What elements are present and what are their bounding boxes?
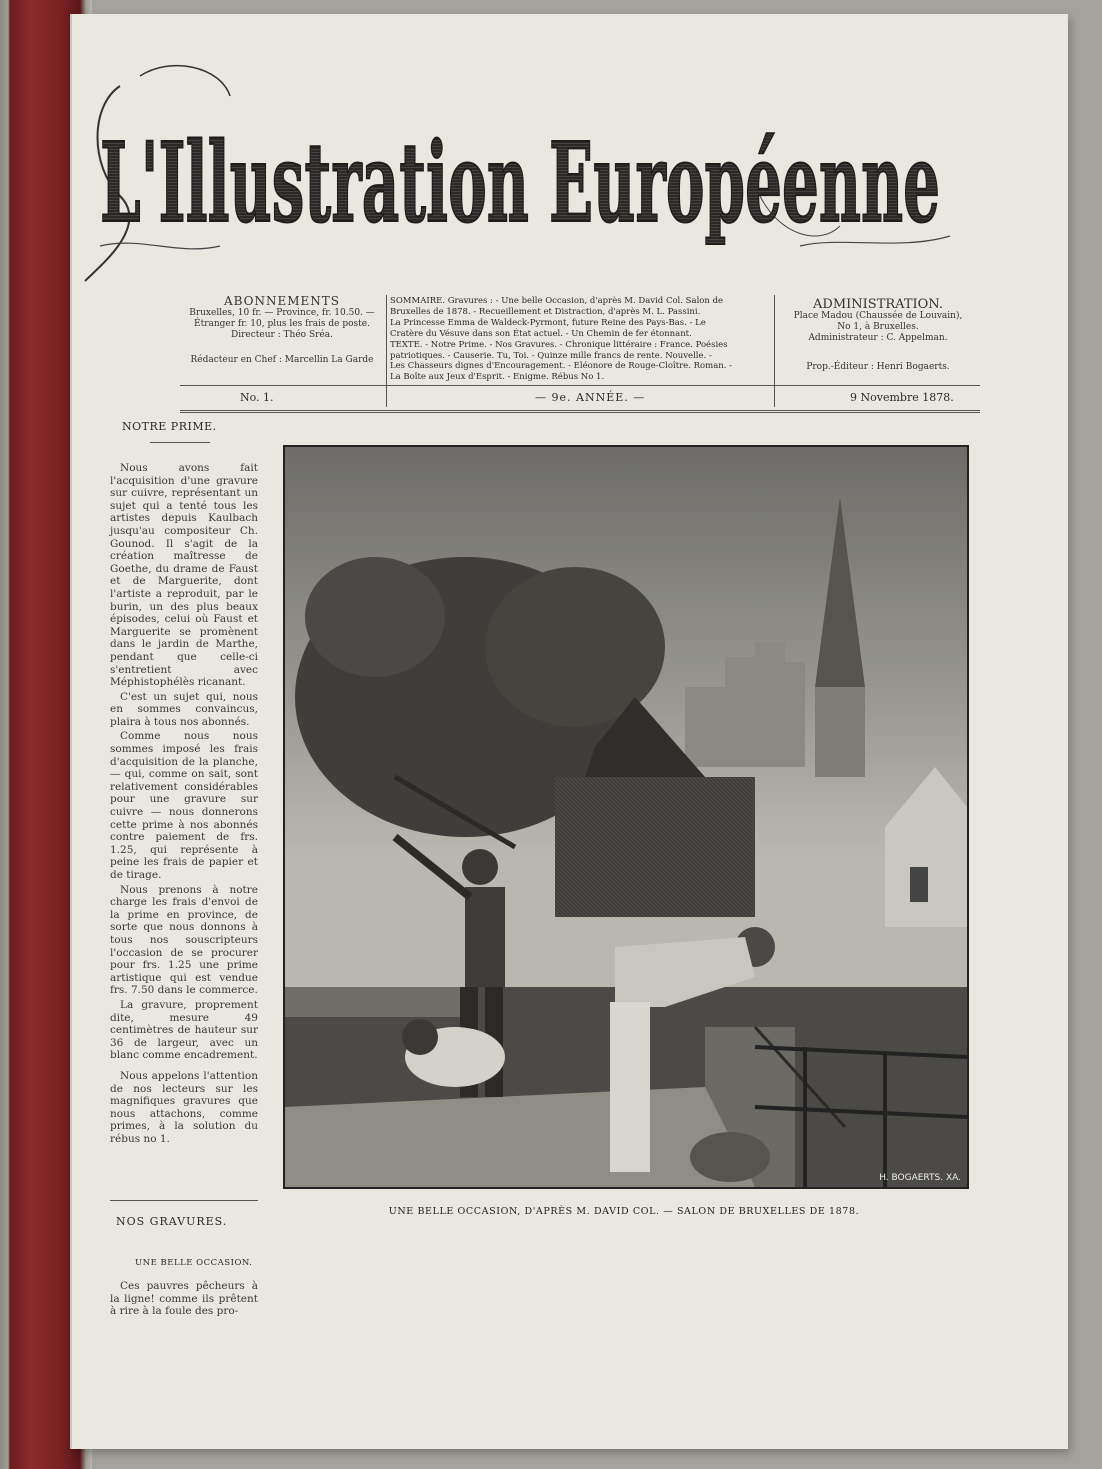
notre-prime-article [110, 462, 258, 1147]
sommaire-line: La Boîte aux Jeux d'Esprit. - Enigme. Rébus No 1. [390, 372, 605, 383]
nos-gravures-subheading: UNE BELLE OCCASION. [135, 1258, 253, 1268]
masthead-title: L'Illustration Européenne [100, 118, 940, 247]
masthead-logo [80, 46, 960, 296]
issue-number: No. 1. [240, 391, 274, 404]
administration-block [780, 298, 976, 373]
administration-line-2: No 1, à Bruxelles. [837, 322, 919, 332]
issue-date: 9 Novembre 1878. [850, 391, 954, 404]
abonnements-line-1: Bruxelles, 10 fr. — Province, fr. 10.50. — [189, 308, 375, 318]
engraving-caption: UNE BELLE OCCASION, D'APRÈS M. DAVID COL. — SALON DE BRUXELLES DE 1878. [388, 1206, 860, 1217]
abonnements-line-3: Directeur : Théo Sréa. [231, 330, 333, 340]
article-paragraph: Ces pauvres pêcheurs à la ligne! comme ils prêtent à rire à la foule des pro- [110, 1280, 258, 1318]
abonnements-block [182, 295, 382, 366]
article-paragraph: Nous appelons l'attention de nos lecteurs sur les magnifiques gravures que nous attachons, comme primes, à la solution du rébus no 1. [110, 1069, 258, 1145]
sommaire-line: SOMMAIRE. Gravures : - Une belle Occasion, d'après M. David Col. Salon de [390, 296, 724, 306]
engraving-image [285, 447, 967, 1187]
sommaire-line: patriotiques. - Causerie. Tu, Toi. - Quinze mille francs de rente. Nouvelle. - [390, 350, 712, 361]
administration-heading: ADMINISTRATION. [813, 297, 943, 312]
sommaire-block [390, 296, 770, 383]
abonnements-heading: ABONNEMENTS [223, 294, 341, 308]
administration-line-1: Place Madou (Chaussée de Louvain), [793, 311, 963, 321]
sommaire-line: Les Chasseurs dignes d'Encouragement. - Eléonore de Rouge-Cloître. Roman. - [390, 361, 733, 372]
article-paragraph: Nous avons fait l'acquisition d'une gravure sur cuivre, représentant un sujet qui a tenté tous les artistes depuis Kaulbach jusqu'au compositeur Ch. Gounod. Il s'agit de la création maîtresse de Goethe, du drame de Faust et de Marguerite, dont l'artiste a reproduit, par le burin, un des plus beaux épisodes, celui où Faust et Marguerite se promènent dans le jardin de Marthe, pendant que celle-ci s'entretient avec Méphistophélès ricanant. [110, 462, 258, 689]
nos-gravures-heading: NOS GRAVURES. [116, 1215, 228, 1228]
sommaire-line: Cratère du Vésuve dans son État actuel. - Un Chemin de fer étonnant. [390, 328, 692, 339]
sommaire-line: TEXTE. - Notre Prime. - Nos Gravures. - Chronique littéraire : France. Poésies [390, 339, 728, 350]
article-paragraph: Comme nous nous sommes imposé les frais d'acquisition de la planche, — qui, comme on sait, sont relativement considérables pour une gravure sur cuivre — nous donnerons cette prime à nos abonnés contre paiement de frs. 1.25, qui représente à peine les frais de papier et de tirage. [110, 730, 258, 881]
proprietaire-editeur: Prop.-Éditeur : Henri Bogaerts. [806, 362, 950, 372]
engraver-signature: H. BOGAERTS. XA. [879, 1173, 961, 1183]
article-paragraph: C'est un sujet qui, nous en sommes convaincus, plaira à tous nos abonnés. [110, 690, 258, 728]
nos-gravures-article [110, 1280, 258, 1320]
article-paragraph: La gravure, proprement dite, mesure 49 centimètres de hauteur sur 36 de largeur, avec un blanc comme encadrement. [110, 998, 258, 1062]
engraving-illustration [283, 445, 969, 1189]
administration-line-3: Administrateur : C. Appelman. [808, 333, 948, 343]
redacteur-en-chef: Rédacteur en Chef : Marcellin La Garde [190, 355, 374, 365]
sommaire-line: Bruxelles de 1878. - Recueillement et Distraction, d'après M. L. Passini. [390, 306, 701, 317]
sommaire-line: La Princesse Emma de Waldeck-Pyrmont, future Reine des Pays-Bas. - Le [390, 317, 706, 328]
abonnements-line-2: Étranger fr. 10, plus les frais de poste. [194, 319, 370, 329]
article-paragraph: Nous prenons à notre charge les frais d'envoi de la prime en province, de sorte que nous donnons à tous nos souscripteurs l'occasion de se procurer pour frs. 1.25 une prime artistique qui est vendue frs. 7.50 dans le commerce. [110, 883, 258, 997]
issue-year: — 9e. ANNÉE. — [535, 391, 646, 404]
masthead [80, 46, 960, 296]
notre-prime-heading: NOTRE PRIME. [122, 420, 217, 433]
